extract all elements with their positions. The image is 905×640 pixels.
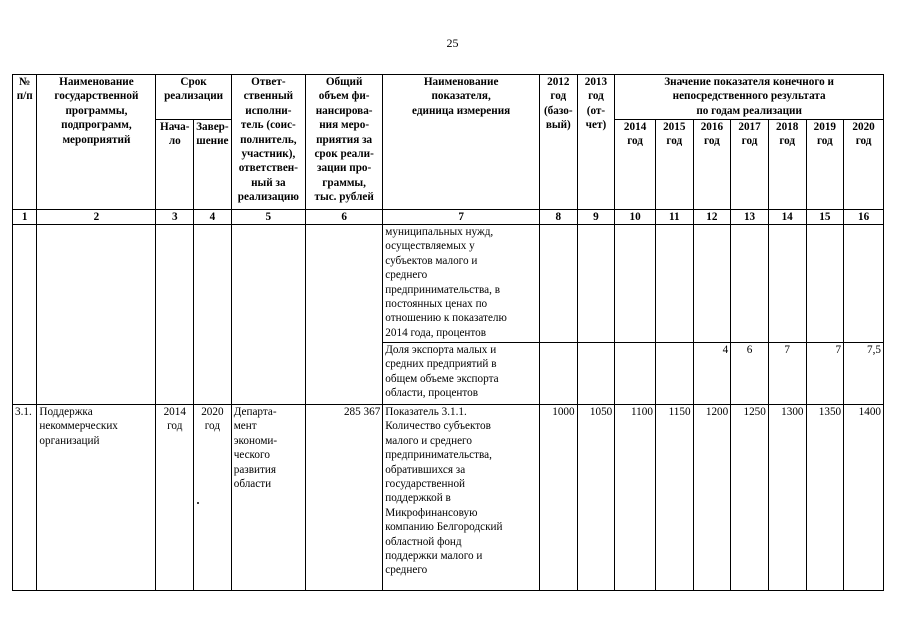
text-line: 2014 года, процентов bbox=[385, 326, 487, 339]
row-name bbox=[37, 405, 156, 591]
text-line: ло bbox=[168, 135, 181, 148]
value-2019 bbox=[806, 225, 844, 343]
header-2012 bbox=[539, 75, 577, 210]
text-line: некоммерческих bbox=[39, 420, 118, 433]
text-line: единица измерения bbox=[412, 104, 511, 117]
text-line: 2016 bbox=[700, 121, 724, 133]
text-line: Срок bbox=[180, 76, 207, 88]
header-start bbox=[156, 120, 194, 210]
column-index: 15 bbox=[806, 210, 844, 225]
text-line: год bbox=[666, 135, 683, 148]
text-line: год bbox=[550, 90, 567, 103]
value-2018: 7 bbox=[768, 343, 806, 405]
text-line: Ответ- bbox=[251, 76, 286, 88]
column-index: 4 bbox=[194, 210, 232, 225]
text-line: 2020 bbox=[852, 121, 875, 133]
text-line: 2019 bbox=[813, 121, 836, 133]
program-table-wrapper bbox=[12, 74, 884, 591]
text-line: нансирова- bbox=[315, 104, 373, 117]
text-line: реализации bbox=[164, 90, 224, 103]
value-2020 bbox=[844, 225, 884, 343]
column-index: 7 bbox=[383, 210, 540, 225]
text-line: срок реали- bbox=[314, 148, 374, 161]
text-line: поддержкой в bbox=[385, 492, 451, 505]
text-line: Наименование bbox=[59, 76, 134, 88]
text-line: средних предприятий в bbox=[385, 358, 497, 371]
text-line: Количество субъектов bbox=[385, 420, 491, 433]
text-line: по годам реализации bbox=[696, 104, 802, 117]
value-2016: 4 bbox=[693, 343, 731, 405]
row-funding: 285 367 bbox=[305, 405, 382, 591]
text-line: экономи- bbox=[233, 434, 278, 447]
column-index: 14 bbox=[768, 210, 806, 225]
text-line: шение bbox=[196, 135, 229, 148]
column-index: 8 bbox=[539, 210, 577, 225]
text-line: осуществляемых у bbox=[385, 240, 475, 253]
value-2012 bbox=[539, 225, 577, 343]
text-line: тыс. рублей bbox=[314, 191, 374, 204]
value-2013 bbox=[577, 343, 615, 405]
text-line: 2014 bbox=[163, 406, 186, 418]
text-line: мероприятий bbox=[62, 133, 131, 146]
text-line: Значение показателя конечного и bbox=[664, 76, 834, 88]
header-year-2019 bbox=[806, 120, 844, 210]
text-line: (от- bbox=[586, 104, 606, 117]
text-line: полнитель, bbox=[240, 133, 297, 146]
row-executor bbox=[231, 405, 305, 591]
text-line: год bbox=[816, 135, 833, 148]
row-executor bbox=[231, 225, 305, 405]
text-line: 2018 bbox=[775, 121, 799, 133]
header-2013 bbox=[577, 75, 615, 210]
text-line: п/п bbox=[16, 90, 33, 103]
text-line: показателя, bbox=[431, 90, 491, 103]
value-2017: 6 bbox=[731, 343, 769, 405]
row-start bbox=[156, 405, 194, 591]
text-line: участник), bbox=[241, 148, 296, 161]
value-2018 bbox=[768, 225, 806, 343]
header-year-2020 bbox=[844, 120, 884, 210]
header-end bbox=[194, 120, 232, 210]
header-indicator bbox=[383, 75, 540, 210]
column-index: 9 bbox=[577, 210, 615, 225]
column-index-row bbox=[13, 210, 884, 225]
value-2015: 1150 bbox=[655, 405, 693, 591]
column-index: 13 bbox=[731, 210, 769, 225]
header-year-2015 bbox=[655, 120, 693, 210]
column-index: 5 bbox=[231, 210, 305, 225]
column-index: 1 bbox=[13, 210, 37, 225]
indicator-cell bbox=[383, 343, 540, 405]
value-2015 bbox=[655, 225, 693, 343]
text-line: 2013 bbox=[584, 76, 608, 88]
indicator-cell bbox=[383, 225, 540, 343]
text-line: год bbox=[741, 135, 758, 148]
table-row bbox=[13, 225, 884, 343]
text-line: государственной bbox=[385, 478, 466, 491]
indicator-cell bbox=[383, 405, 540, 591]
row-funding bbox=[305, 225, 382, 405]
text-line: ный за bbox=[251, 176, 286, 189]
row-start bbox=[156, 225, 194, 405]
column-index: 11 bbox=[655, 210, 693, 225]
text-line: 2015 bbox=[663, 121, 686, 133]
value-2016 bbox=[693, 225, 731, 343]
text-line: предпринимательства, bbox=[385, 449, 492, 462]
text-line: чет) bbox=[585, 119, 607, 132]
value-2020: 1400 bbox=[844, 405, 884, 591]
text-line: реализацию bbox=[237, 191, 299, 204]
row-end bbox=[194, 225, 232, 405]
text-line: год bbox=[167, 420, 183, 433]
text-line: развития bbox=[233, 463, 276, 476]
text-line: год bbox=[204, 420, 221, 433]
value-2014 bbox=[615, 225, 656, 343]
text-line: 2017 bbox=[738, 121, 761, 133]
value-2014 bbox=[615, 343, 656, 405]
text-line: Департа- bbox=[233, 406, 277, 418]
text-line: год bbox=[588, 90, 604, 103]
value-2015 bbox=[655, 343, 693, 405]
page-number: 25 bbox=[446, 36, 459, 50]
value-2016: 1200 bbox=[693, 405, 731, 591]
value-2019: 1350 bbox=[806, 405, 844, 591]
value-2012 bbox=[539, 343, 577, 405]
text-line: Поддержка bbox=[39, 406, 93, 418]
text-line: муниципальных нужд, bbox=[385, 226, 494, 238]
text-line: Общий bbox=[325, 76, 363, 88]
text-line: общем объеме экспорта bbox=[385, 372, 499, 385]
text-line: ческого bbox=[233, 449, 270, 462]
text-line: подпрограмм, bbox=[61, 119, 132, 132]
header-year-2014 bbox=[615, 120, 656, 210]
text-line: малого и среднего bbox=[385, 434, 472, 447]
text-line: 2014 bbox=[623, 121, 647, 133]
text-line: Показатель 3.1.1. bbox=[385, 406, 467, 418]
header-row-1 bbox=[13, 75, 884, 120]
text-line: ответствен- bbox=[238, 162, 298, 175]
value-2013: 1050 bbox=[577, 405, 615, 591]
text-line: (базо- bbox=[543, 104, 573, 117]
header-funding bbox=[305, 75, 382, 210]
text-line: год bbox=[855, 135, 872, 148]
row-no: 3.1. bbox=[13, 405, 37, 591]
text-line: Завер- bbox=[196, 121, 229, 133]
value-2017: 1250 bbox=[731, 405, 769, 591]
value-2018: 1300 bbox=[768, 405, 806, 591]
column-index: 3 bbox=[156, 210, 194, 225]
table-row bbox=[13, 405, 884, 591]
text-line: Наименование bbox=[423, 76, 499, 88]
text-line: год bbox=[627, 135, 643, 148]
text-line: предпринимательства, в bbox=[385, 283, 500, 296]
text-line: граммы, bbox=[322, 176, 366, 189]
text-line: областной фонд bbox=[385, 535, 462, 548]
column-index: 12 bbox=[693, 210, 731, 225]
header-name bbox=[37, 75, 156, 210]
text-line: исполни- bbox=[245, 104, 292, 117]
header-term bbox=[156, 75, 231, 120]
text-line: государственной bbox=[54, 90, 139, 103]
text-line: 2020 bbox=[201, 406, 224, 418]
text-line: зации про- bbox=[317, 162, 372, 175]
value-2020: 7,5 bbox=[844, 343, 884, 405]
text-line: обратившихся за bbox=[385, 463, 466, 476]
value-2013 bbox=[577, 225, 615, 343]
column-index: 10 bbox=[615, 210, 656, 225]
text-line: отношению к показателю bbox=[385, 312, 507, 325]
text-line: вый) bbox=[545, 119, 571, 132]
text-line: среднего bbox=[385, 564, 428, 577]
header-values bbox=[615, 75, 884, 120]
text-line: Доля экспорта малых и bbox=[385, 344, 497, 356]
scan-speck bbox=[197, 502, 199, 504]
text-line: компанию Белгородский bbox=[385, 521, 503, 534]
text-line: тель (соис- bbox=[240, 119, 296, 132]
text-line: приятия за bbox=[316, 133, 373, 146]
text-line: постоянных ценах по bbox=[385, 298, 488, 311]
column-index: 2 bbox=[37, 210, 156, 225]
text-line: программы, bbox=[65, 104, 128, 117]
value-2017 bbox=[731, 225, 769, 343]
text-line: непосредственного результата bbox=[672, 90, 826, 103]
header-year-2018 bbox=[768, 120, 806, 210]
row-no bbox=[13, 225, 37, 405]
text-line: мент bbox=[233, 420, 257, 433]
row-name bbox=[37, 225, 156, 405]
value-2014: 1100 bbox=[615, 405, 656, 591]
value-2019: 7 bbox=[806, 343, 844, 405]
text-line: Микрофинансовую bbox=[385, 506, 478, 519]
text-line: год bbox=[704, 135, 720, 148]
value-2012: 1000 bbox=[539, 405, 577, 591]
text-line: области bbox=[233, 478, 272, 491]
header-year-2016 bbox=[693, 120, 731, 210]
text-line: ния меро- bbox=[319, 119, 370, 132]
text-line: № bbox=[19, 76, 31, 88]
column-index: 6 bbox=[305, 210, 382, 225]
text-line: год bbox=[779, 135, 796, 148]
text-line: объем фи- bbox=[318, 90, 370, 103]
text-line: 2012 bbox=[547, 76, 570, 88]
text-line: организаций bbox=[39, 434, 100, 447]
text-line: среднего bbox=[385, 269, 428, 282]
row-end bbox=[194, 405, 232, 591]
text-line: субъектов малого и bbox=[385, 254, 478, 267]
program-table bbox=[12, 74, 884, 591]
column-index: 16 bbox=[844, 210, 884, 225]
text-line: поддержки малого и bbox=[385, 550, 483, 563]
text-line: области, процентов bbox=[385, 387, 479, 400]
header-no bbox=[13, 75, 37, 210]
header-executor bbox=[231, 75, 305, 210]
header-year-2017 bbox=[731, 120, 769, 210]
text-line: Нача- bbox=[160, 121, 190, 133]
text-line: ственный bbox=[243, 90, 294, 103]
